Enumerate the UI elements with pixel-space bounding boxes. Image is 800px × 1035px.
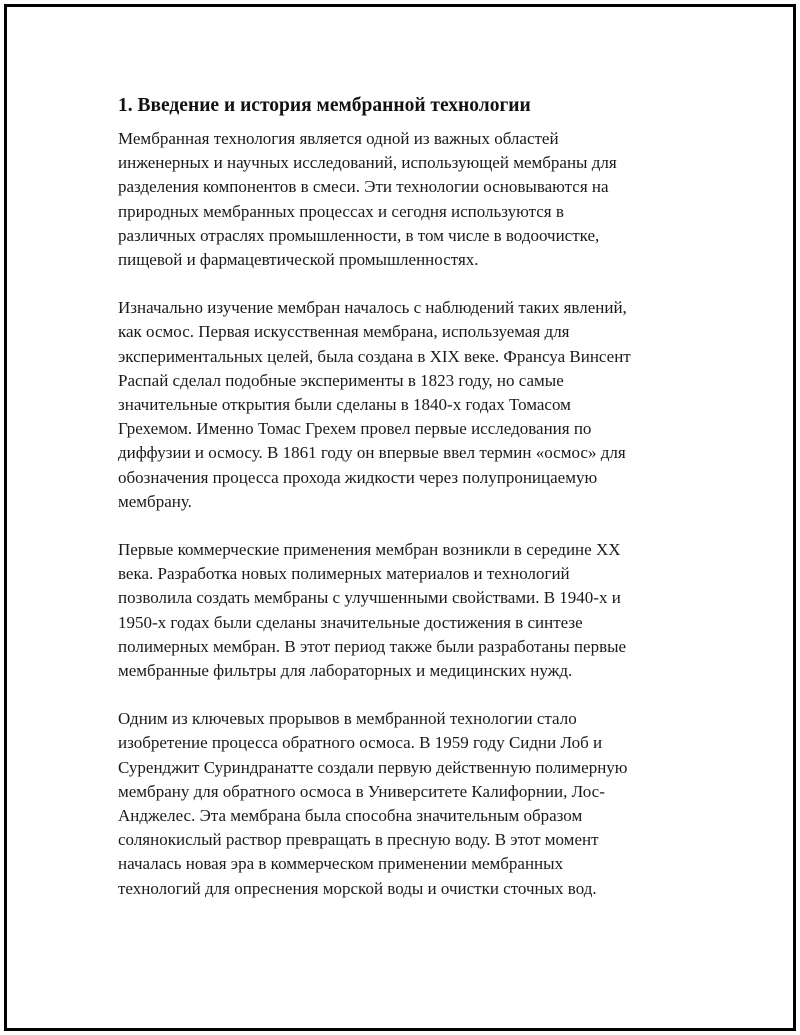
text-line: технологий для опреснения морской воды и очистки сточных вод. [118, 878, 597, 898]
text-line: Мембранная технология является одной из важных областей [118, 129, 559, 148]
text-line: инженерных и научных исследований, использующей мембраны для [118, 153, 617, 173]
text-line: разделения компонентов в смеси. Эти технологии основываются на [118, 177, 609, 197]
text-line: Грехемом. Именно Томас Грехем провел первые исследования по [118, 419, 592, 439]
paragraph-2 [118, 296, 678, 514]
section-heading: 1. Введение и история мембранной технологии [118, 95, 531, 116]
text-line: солянокислый раствор превращать в пресную воду. В этот момент [118, 830, 599, 850]
text-line: природных мембранных процессах и сегодня используются в [118, 201, 564, 221]
text-line: Распай сделал подобные эксперименты в 1823 году, но самые [118, 370, 564, 390]
paragraph-4 [118, 707, 678, 901]
text-line: позволила создать мембраны с улучшенными свойствами. В 1940-х и [118, 588, 621, 608]
text-line: как осмос. Первая искусственная мембрана, используемая для [118, 322, 570, 342]
text-line: пищевой и фармацевтической промышленностях. [118, 250, 479, 270]
text-line: диффузии и осмосу. В 1861 году он впервые ввел термин «осмос» для [118, 443, 626, 463]
paragraph-1 [118, 127, 678, 272]
paragraph-3 [118, 538, 678, 683]
text-line: века. Разработка новых полимерных материалов и технологий [118, 564, 570, 584]
text-line: значительные открытия были сделаны в 1840-х годах Томасом [118, 395, 571, 415]
text-line: мембрану. [118, 491, 192, 511]
text-line: 1950-х годах были сделаны значительные достижения в синтезе [118, 612, 583, 632]
text-line: изобретение процесса обратного осмоса. В 1959 году Сидни Лоб и [118, 733, 603, 753]
document-body [118, 93, 678, 925]
text-line: обозначения процесса прохода жидкости через полупроницаемую [118, 467, 598, 487]
text-line: Изначально изучение мембран началось с наблюдений таких явлений, [118, 298, 627, 318]
text-line: экспериментальных целей, была создана в XIX веке. Франсуа Винсент [118, 346, 631, 366]
text-line: началась новая эра в коммерческом применении мембранных [118, 854, 564, 874]
text-line: полимерных мембран. В этот период также были разработаны первые [118, 636, 627, 656]
text-line: Одним из ключевых прорывов в мембранной технологии стало [118, 709, 577, 729]
text-line: различных отраслях промышленности, в том числе в водоочистке, [118, 225, 600, 245]
text-line: Суренджит Суриндранатте создали первую действенную полимерную [118, 757, 628, 777]
text-line: мембранные фильтры для лабораторных и медицинских нужд. [118, 661, 573, 681]
text-line: Первые коммерческие применения мембран возникли в середине XX [118, 540, 621, 560]
text-line: мембрану для обратного осмоса в Университете Калифорнии, Лос- [118, 781, 605, 801]
text-line: Анджелес. Эта мембрана была способна значительным образом [118, 806, 583, 826]
